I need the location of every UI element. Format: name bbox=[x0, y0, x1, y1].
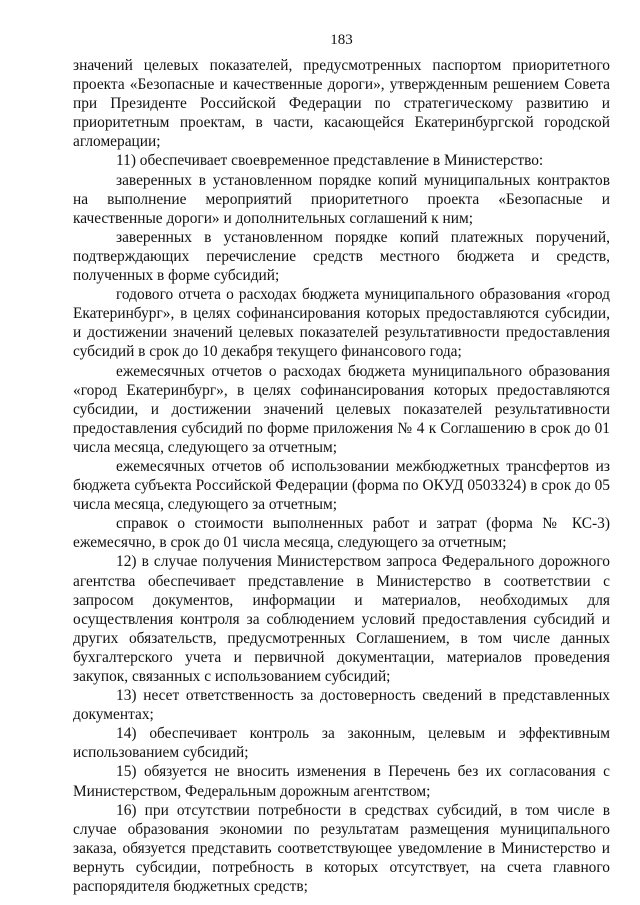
paragraph: значений целевых показателей, предусмотренных паспортом приоритетного проекта «Безопасные и качественные дороги», утвержденным решением Совета при Президенте Российской Федерации по стратегическому развитию и приоритетным проектам, в части, касающейся Екатеринбургской городской агломерации; bbox=[73, 57, 610, 151]
page-number: 183 bbox=[330, 32, 353, 48]
paragraph: заверенных в установленном порядке копий платежных поручений, подтверждающих перечисление средств местного бюджета и средств, полученных в форме субсидий; bbox=[73, 228, 610, 285]
paragraph: ежемесячных отчетов о расходах бюджета муниципального образования «город Екатеринбург», в целях софинансирования которых предоставляются субсидии, и достижении значений целевых показателей результативности предоставления субсидий по форме приложения № 4 к Соглашению в срок до 01 числа месяца, следующего за отчетным; bbox=[73, 362, 610, 456]
paragraph: ежемесячных отчетов об использовании межбюджетных трансфертов из бюджета субъекта Российской Федерации (форма по ОКУД 0503324) в срок до 05 числа месяца, следующего за отчетным; bbox=[73, 457, 610, 514]
paragraph: 11) обеспечивает своевременное представление в Министерство: bbox=[116, 152, 544, 170]
paragraph: 13) несет ответственность за достоверность сведений в представленных документах; bbox=[73, 687, 610, 724]
paragraph: 15) обязуется не вносить изменения в Перечень без их согласования с Министерством, Федеральным дорожным агентством; bbox=[73, 763, 610, 800]
paragraph: справок о стоимости выполненных работ и затрат (форма № КС-3) ежемесячно, в срок до 01 числа месяца, следующего за отчетным; bbox=[73, 515, 610, 552]
paragraph: 12) в случае получения Министерством запроса Федерального дорожного агентства обеспечивает представление в Министерство в соответствии с запросом документов, информации и материалов, необходимых для осуществления контроля за соблюдением условий предоставления субсидий и других обязательств, предусмотренных Соглашением, в том числе данных бухгалтерского учета и первичной документации, материалов проведения закупок, связанных с использованием субсидий; bbox=[73, 553, 610, 685]
paragraph: 16) при отсутствии потребности в средствах субсидий, в том числе в случае образования экономии по результатам размещения муниципального заказа, обязуется представить соответствующее уведомление в Министерство и вернуть субсидии, потребность в которых отсутствует, на счета главного распорядителя бюджетных средств; bbox=[73, 801, 610, 896]
paragraph: годового отчета о расходах бюджета муниципального образования «город Екатеринбург», в целях софинансирования которых предоставляются субсидии, и достижении значений целевых показателей результативности предоставления субсидий в срок до 10 декабря текущего финансового года; bbox=[73, 286, 610, 361]
document-body bbox=[73, 56, 610, 896]
paragraph: 14) обеспечивает контроль за законным, целевым и эффективным использованием субсидий; bbox=[73, 725, 610, 762]
paragraph: заверенных в установленном порядке копий муниципальных контрактов на выполнение мероприятий приоритетного проекта «Безопасные и качественные дороги» и дополнительных соглашений к ним; bbox=[73, 171, 610, 227]
